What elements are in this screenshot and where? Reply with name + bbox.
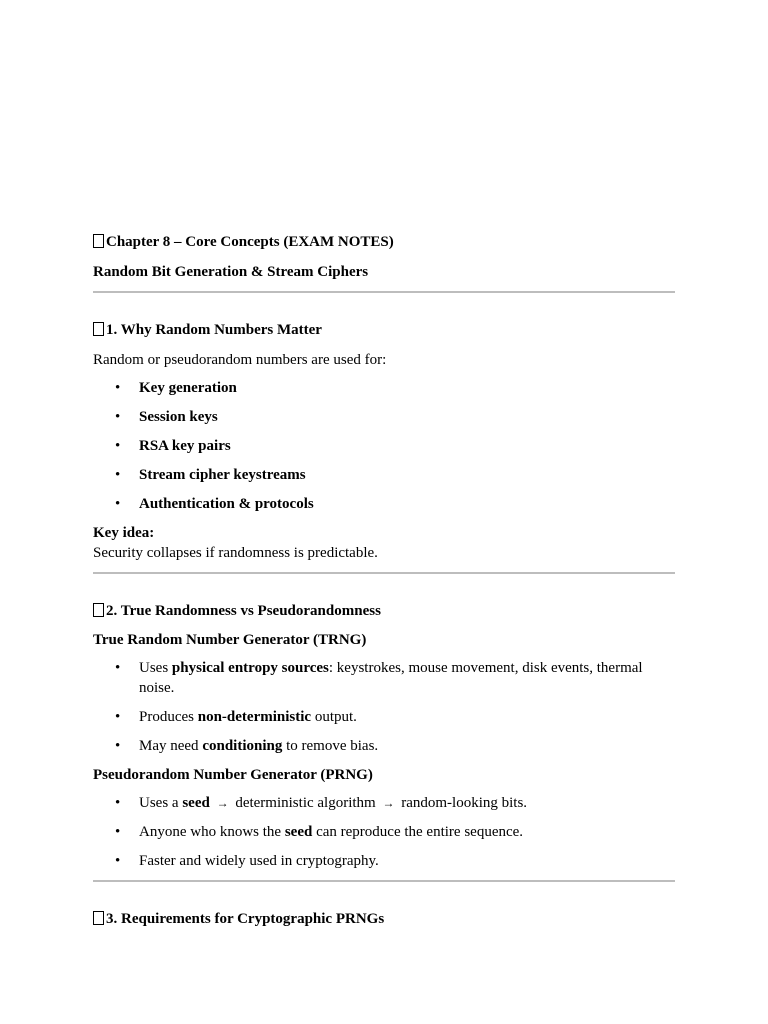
bullet: •: [115, 438, 121, 454]
key-idea-label: Key idea:: [93, 525, 155, 541]
document-subtitle: Random Bit Generation & Stream Ciphers: [93, 264, 369, 280]
divider: [93, 572, 675, 574]
section1-intro: Random or pseudorandom numbers are used for:: [93, 352, 387, 368]
emoji-placeholder-icon: [93, 234, 104, 248]
bullet: •: [115, 660, 121, 676]
key-idea-text: Security collapses if randomness is predictable.: [93, 545, 378, 561]
divider: [93, 291, 675, 293]
document-title: [93, 232, 675, 252]
list-item: • Session keys: [115, 409, 218, 425]
emoji-placeholder-icon: [93, 911, 104, 925]
list-item: • May need conditioning to remove bias.: [115, 738, 379, 754]
arrow-icon: →: [382, 796, 395, 810]
arrow-icon: →: [216, 796, 229, 810]
bullet: •: [115, 795, 121, 811]
list-item: • Uses physical entropy sources: keystrokes, mouse movement, disk events, thermal noise.: [115, 660, 643, 696]
section-heading-text: 2. True Randomness vs Pseudorandomness: [106, 603, 381, 619]
trng-list: [93, 658, 675, 756]
list-item: • Uses a seed → deterministic algorithm → random-looking bits.: [115, 795, 528, 811]
list-item: • Authentication & protocols: [115, 496, 314, 512]
prng-heading: Pseudorandom Number Generator (PRNG): [93, 767, 373, 783]
bullet: •: [115, 824, 121, 840]
trng-heading: True Random Number Generator (TRNG): [93, 632, 367, 648]
list-item: • Produces non-deterministic output.: [115, 709, 357, 725]
bullet: •: [115, 496, 121, 512]
bullet: •: [115, 853, 121, 869]
emoji-placeholder-icon: [93, 603, 104, 617]
document-page: [93, 232, 675, 929]
divider: [93, 880, 675, 882]
section-heading-2: [93, 601, 675, 621]
list-item: • Anyone who knows the seed can reproduce the entire sequence.: [115, 824, 524, 840]
prng-list: [93, 793, 675, 871]
section-heading-text: 3. Requirements for Cryptographic PRNGs: [106, 911, 385, 927]
list-item: • Stream cipher keystreams: [115, 467, 306, 483]
bullet: •: [115, 467, 121, 483]
section-heading-1: [93, 320, 675, 340]
section-heading-3: [93, 909, 675, 929]
bullet: •: [115, 738, 121, 754]
bullet: •: [115, 709, 121, 725]
bullet: •: [115, 409, 121, 425]
title-text: Chapter 8 – Core Concepts (EXAM NOTES): [106, 234, 394, 250]
list-item: • Key generation: [115, 380, 237, 396]
emoji-placeholder-icon: [93, 322, 104, 336]
section-heading-text: 1. Why Random Numbers Matter: [106, 322, 322, 338]
bullet: •: [115, 380, 121, 396]
list-item: • Faster and widely used in cryptography.: [115, 853, 379, 869]
list-item: • RSA key pairs: [115, 438, 231, 454]
uses-list: [93, 378, 675, 514]
